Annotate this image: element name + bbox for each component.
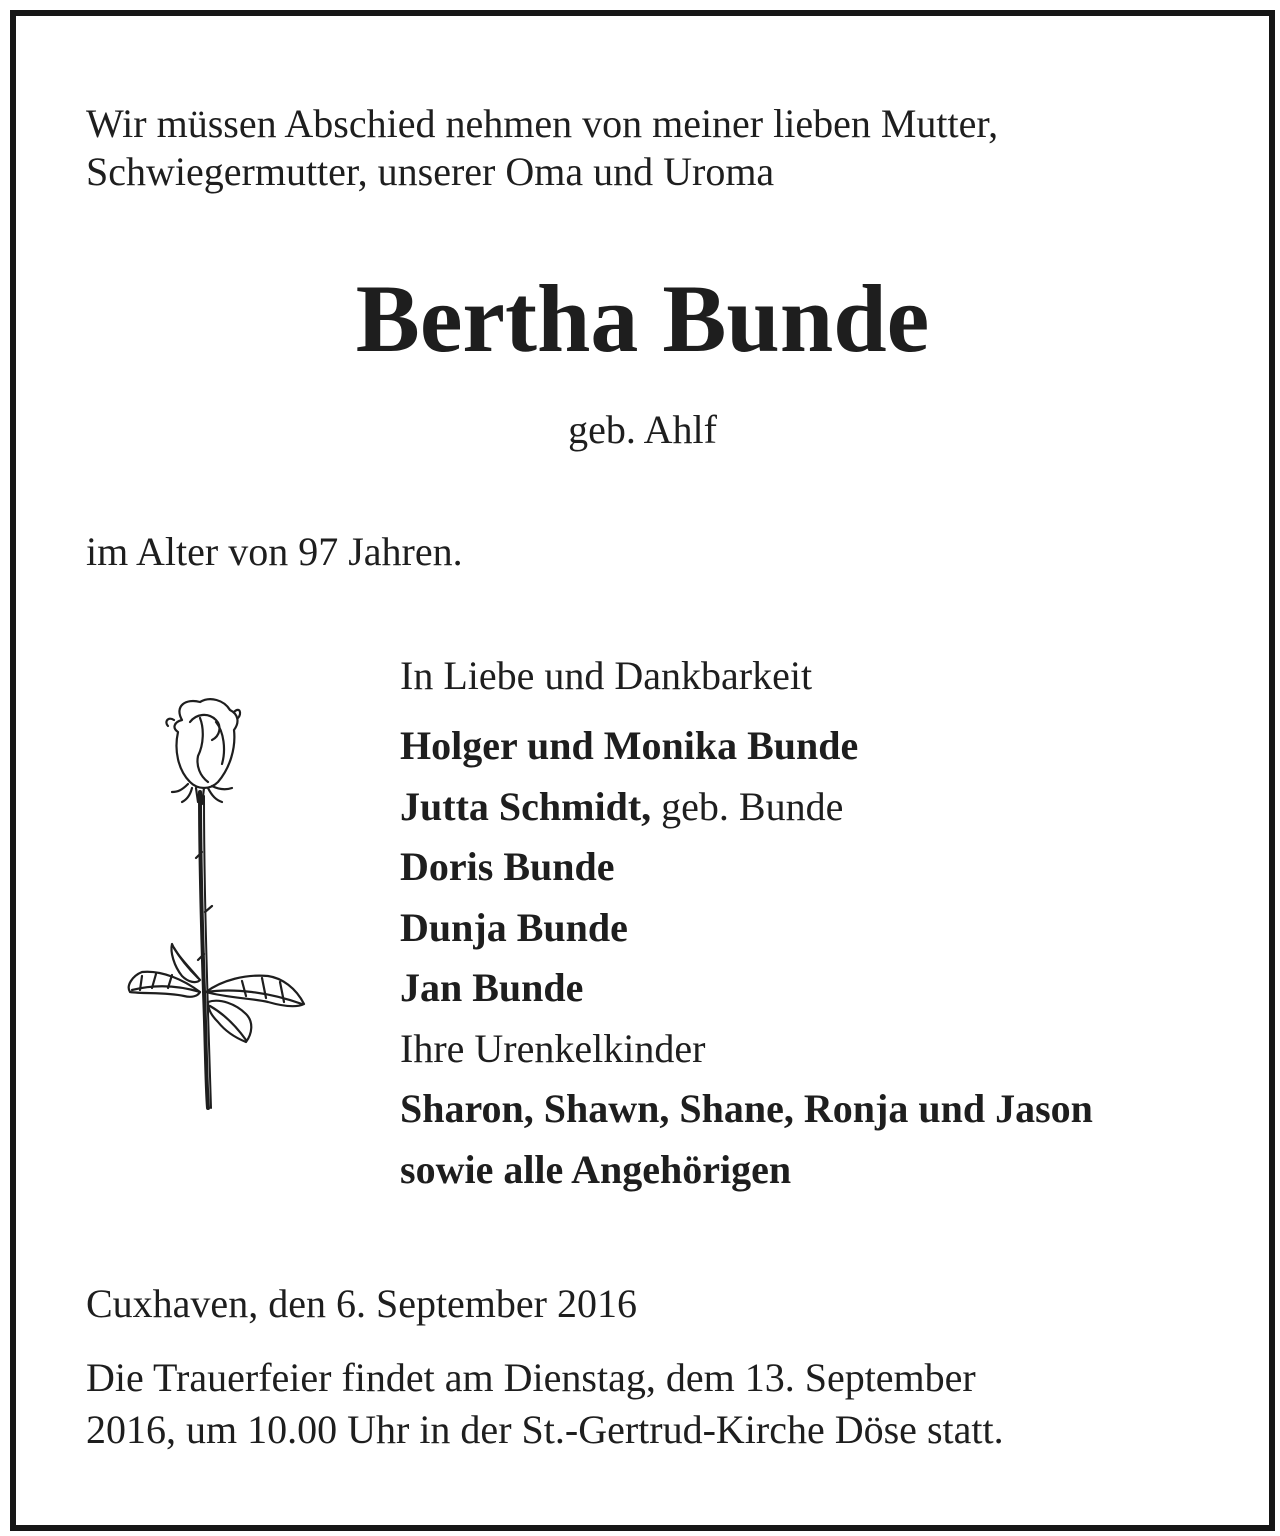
mourner-line: Jan Bunde — [400, 965, 584, 1010]
mourner-line — [400, 777, 1093, 838]
maiden-name: geb. Ahlf — [568, 407, 717, 452]
mourner-line: Doris Bunde — [400, 844, 615, 889]
mourner-maiden-name: geb. Bunde — [651, 783, 844, 829]
mourner-name: Jutta Schmidt, — [400, 783, 652, 829]
service-text — [86, 1352, 1004, 1456]
mourner-group-label: Ihre Urenkelkinder — [400, 1025, 706, 1071]
intro-line-2: Schwiegermutter, unserer Oma und Uroma — [86, 149, 775, 194]
mourners-list — [400, 646, 1093, 1200]
mourner-line: Holger und Monika Bunde — [400, 723, 859, 768]
rose-icon — [112, 692, 322, 1122]
mourner-line: sowie alle Angehörigen — [400, 1146, 792, 1192]
place-date: Cuxhaven, den 6. September 2016 — [86, 1281, 637, 1326]
obituary-notice — [10, 10, 1275, 1531]
service-line-2: 2016, um 10.00 Uhr in der St.-Gertrud-Kirche Döse statt. — [86, 1407, 1004, 1452]
mourner-line: Dunja Bunde — [400, 904, 628, 950]
intro-text — [86, 100, 998, 196]
service-line-1: Die Trauerfeier findet am Dienstag, dem 13. September — [86, 1355, 976, 1400]
mourners-heading: In Liebe und Dankbarkeit — [400, 653, 813, 698]
intro-line-1: Wir müssen Abschied nehmen von meiner lieben Mutter, — [86, 101, 999, 146]
mourner-line: Sharon, Shawn, Shane, Ronja und Jason — [400, 1086, 1093, 1131]
deceased-name: Bertha Bunde — [355, 265, 930, 372]
age-text: im Alter von 97 Jahren. — [86, 529, 463, 574]
